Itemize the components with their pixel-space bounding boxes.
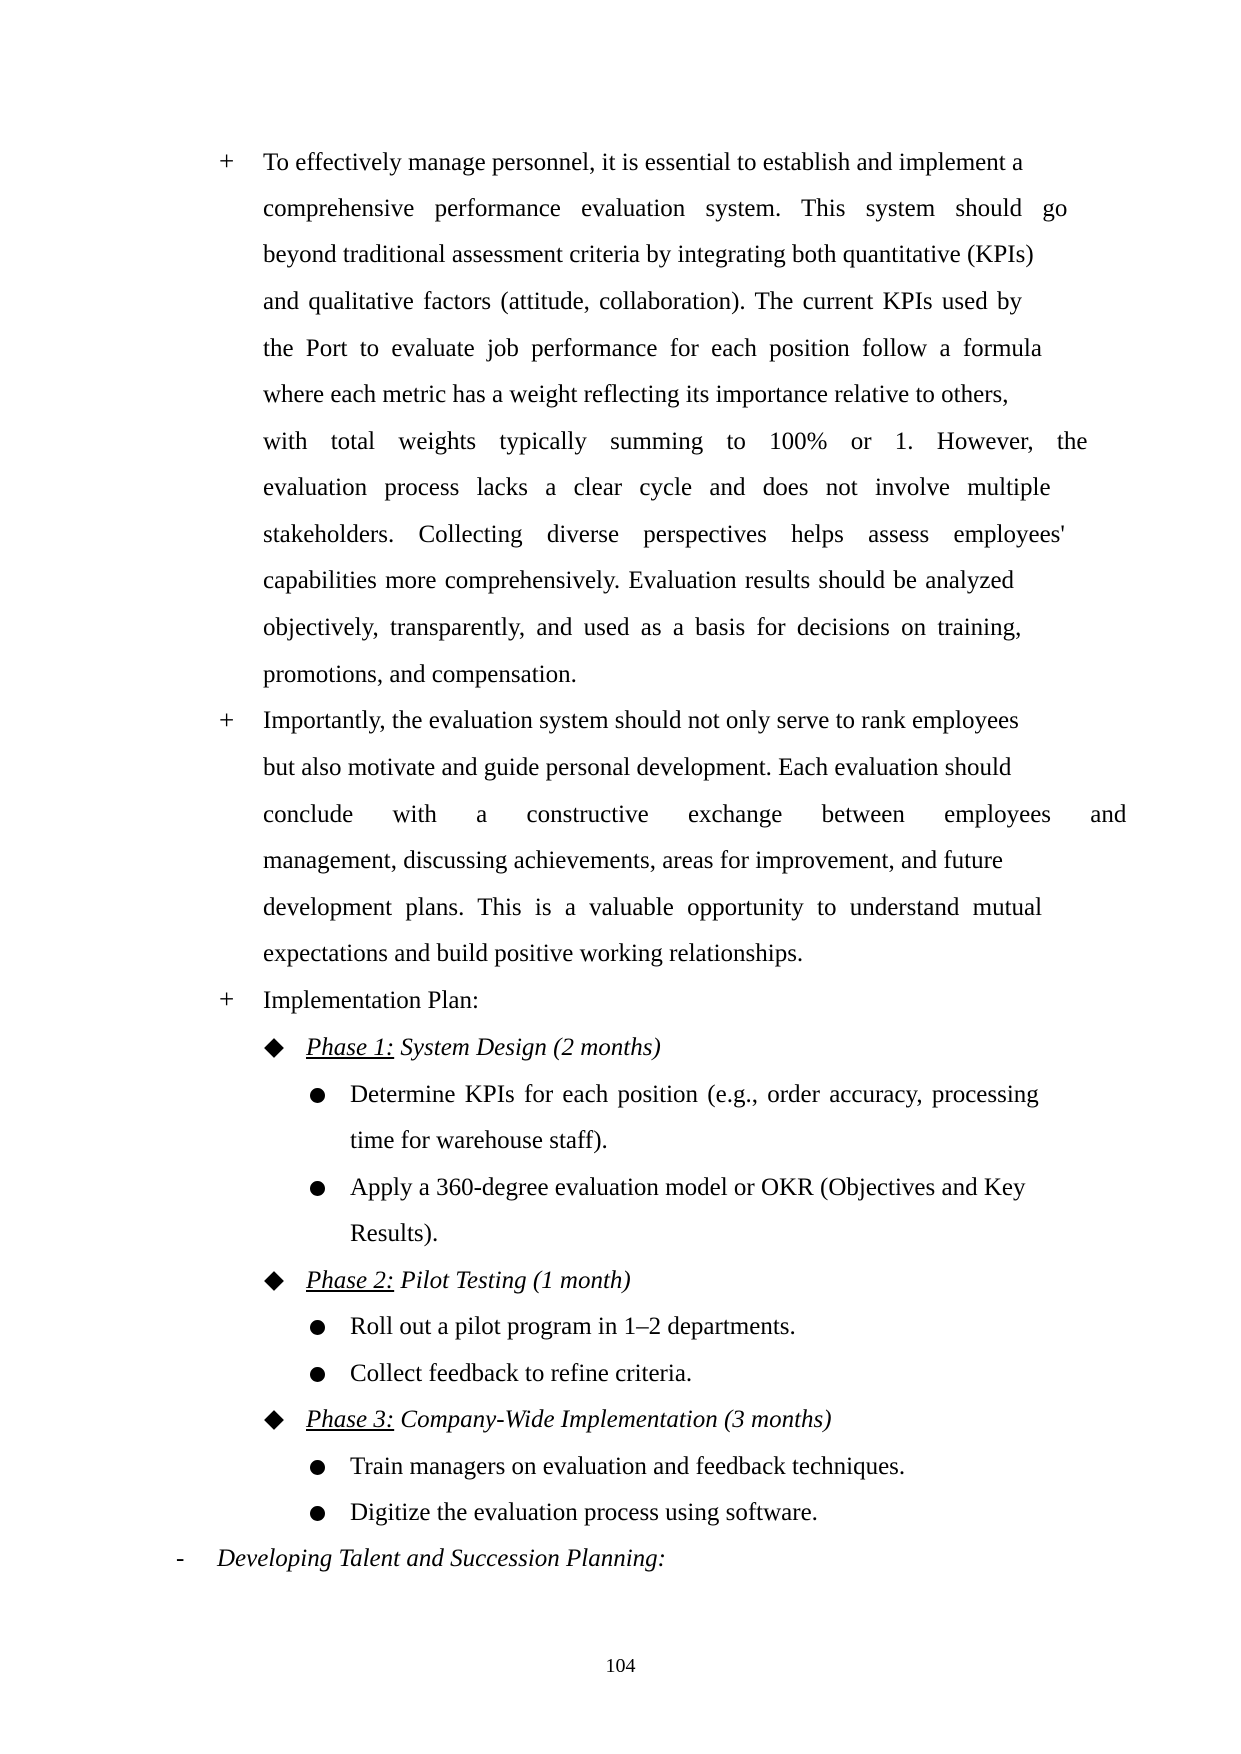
- paragraph-line: [263, 194, 1093, 224]
- paragraph-line: management, discussing achievements, areas for improvement, and future: [263, 847, 1004, 874]
- list-item-line: Roll out a pilot program in 1–2 departments.: [350, 1313, 796, 1340]
- justified-text: comprehensive performance evaluation system. This system should go: [263, 195, 1068, 222]
- plus-bullet-icon: +: [219, 146, 235, 176]
- diamond-bullet-icon: [264, 1410, 284, 1430]
- paragraph-line: Importantly, the evaluation system should not only serve to rank employees: [263, 707, 1019, 734]
- paragraph-line: and qualitative factors (attitude, collaboration). The current KPIs used by: [263, 288, 1022, 315]
- phase-heading: [306, 1266, 631, 1296]
- round-bullet-icon: [310, 1367, 325, 1382]
- list-item-line: Apply a 360-degree evaluation model or OKR (Objectives and Key: [350, 1174, 1026, 1201]
- paragraph-line: stakeholders. Collecting diverse perspectives helps assess employees': [263, 521, 1065, 548]
- section-heading: Developing Talent and Succession Planning:: [217, 1545, 667, 1572]
- round-bullet-icon: [310, 1088, 325, 1103]
- phase-label: Phase 2:: [306, 1267, 395, 1294]
- paragraph-line: beyond traditional assessment criteria by integrating both quantitative (KPIs): [263, 241, 1034, 268]
- round-bullet-icon: [310, 1506, 325, 1521]
- phase-label: Phase 3:: [306, 1406, 395, 1433]
- phase-title: Pilot Testing (1 month): [400, 1267, 631, 1294]
- paragraph-line: expectations and build positive working relationships.: [263, 940, 804, 967]
- paragraph-line: capabilities more comprehensively. Evaluation results should be analyzed: [263, 567, 1015, 594]
- list-item-line: Results).: [350, 1220, 439, 1247]
- diamond-bullet-icon: [264, 1271, 284, 1291]
- round-bullet-icon: [310, 1320, 325, 1335]
- implementation-plan-heading: Implementation Plan:: [263, 987, 479, 1014]
- page-number: 104: [605, 1655, 636, 1677]
- plus-bullet-icon: +: [219, 705, 235, 735]
- paragraph-line: development plans. This is a valuable opportunity to understand mutual: [263, 894, 1043, 921]
- phase-title: System Design (2 months): [400, 1034, 661, 1061]
- list-item-line: time for warehouse staff).: [350, 1127, 608, 1154]
- dash-bullet-icon: -: [176, 1545, 185, 1572]
- paragraph-line: with total weights typically summing to 100% or 1. However, the: [263, 428, 1088, 455]
- paragraph-line: To effectively manage personnel, it is essential to establish and implement a: [263, 149, 1024, 176]
- plus-bullet-icon: +: [219, 984, 235, 1014]
- phase-title: Company-Wide Implementation (3 months): [400, 1406, 832, 1433]
- list-item-line: Train managers on evaluation and feedback techniques.: [350, 1453, 906, 1480]
- diamond-bullet-icon: [264, 1038, 284, 1058]
- phase-heading: [306, 1033, 661, 1063]
- list-item-line: Digitize the evaluation process using software.: [350, 1499, 818, 1526]
- paragraph-line: the Port to evaluate job performance for each position follow a formula: [263, 335, 1042, 362]
- round-bullet-icon: [310, 1460, 325, 1475]
- paragraph-line: where each metric has a weight reflecting its importance relative to others,: [263, 381, 1009, 408]
- phase-heading: [306, 1405, 832, 1435]
- list-item-line: Collect feedback to refine criteria.: [350, 1360, 693, 1387]
- paragraph-line: but also motivate and guide personal development. Each evaluation should: [263, 754, 1012, 781]
- paragraph-line: evaluation process lacks a clear cycle and does not involve multiple: [263, 474, 1051, 501]
- list-item-line: Determine KPIs for each position (e.g., order accuracy, processing: [350, 1081, 1039, 1108]
- paragraph-line: conclude with a constructive exchange between employees and: [263, 801, 1127, 828]
- paragraph-line: promotions, and compensation.: [263, 661, 577, 688]
- phase-label: Phase 1:: [306, 1034, 395, 1061]
- paragraph-line: objectively, transparently, and used as a basis for decisions on training,: [263, 614, 1022, 641]
- round-bullet-icon: [310, 1181, 325, 1196]
